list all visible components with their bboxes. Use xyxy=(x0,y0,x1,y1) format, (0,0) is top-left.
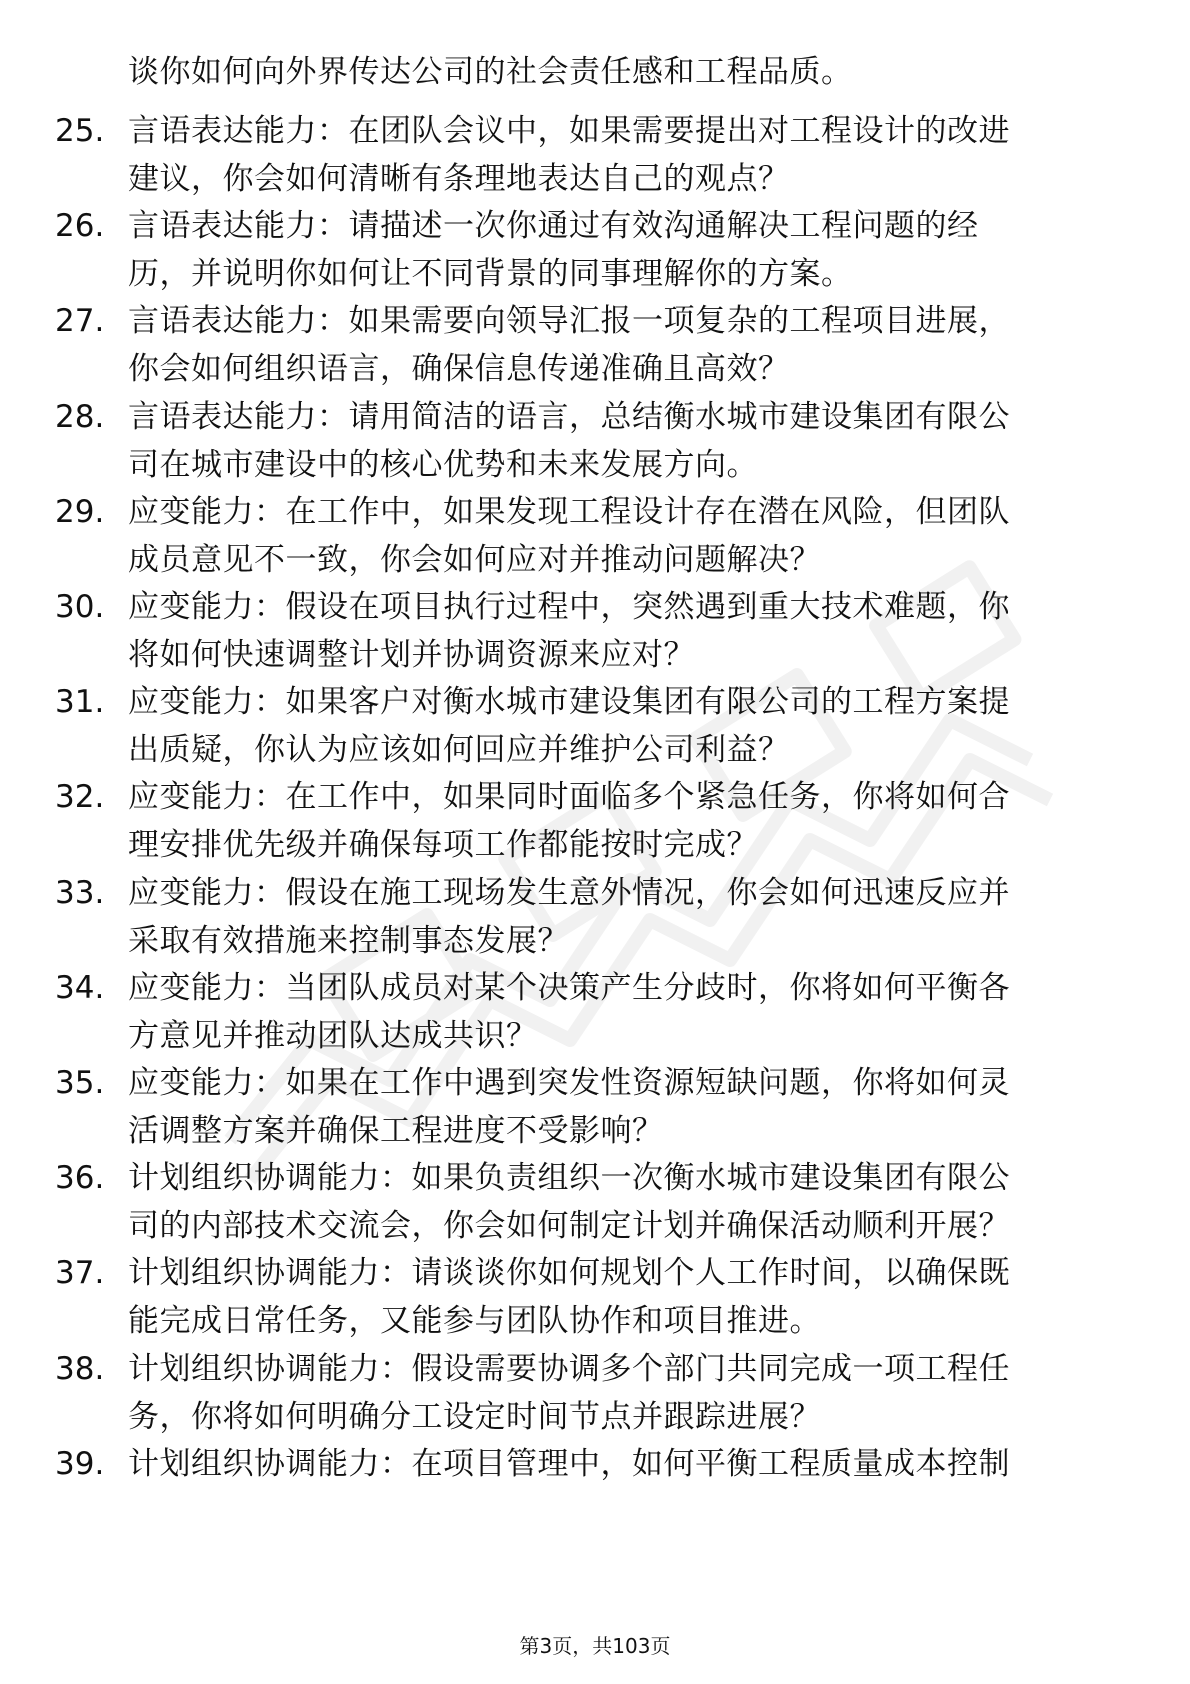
question-text-line: 将如何快速调整计划并协调资源来应对？ xyxy=(128,637,695,673)
question-text-line: 计划组织协调能力：请谈谈你如何规划个人工作时间，以确保既 xyxy=(128,1255,1010,1291)
question-text-line: 司的内部技术交流会，你会如何制定计划并确保活动顺利开展？ xyxy=(128,1208,1010,1244)
question-text-line: 应变能力：假设在施工现场发生意外情况，你会如何迅速反应并 xyxy=(128,875,1010,911)
question-number: 39. xyxy=(55,1446,105,1482)
question-text-line: 活调整方案并确保工程进度不受影响？ xyxy=(128,1113,664,1149)
question-text xyxy=(128,1345,1128,1441)
question-text-line: 应变能力：如果客户对衡水城市建设集团有限公司的工程方案提 xyxy=(128,684,1010,720)
question-number: 26. xyxy=(55,208,105,244)
question-text-line: 应变能力：在工作中，如果发现工程设计存在潜在风险，但团队 xyxy=(128,494,1010,530)
question-number: 34. xyxy=(55,970,105,1006)
question-text xyxy=(128,1440,1128,1488)
question-number: 32. xyxy=(55,779,105,815)
question-text-line: 言语表达能力：请描述一次你通过有效沟通解决工程问题的经 xyxy=(128,208,979,244)
question-text-line: 务，你将如何明确分工设定时间节点并跟踪进展？ xyxy=(128,1399,821,1435)
question-text-line: 计划组织协调能力：如果负责组织一次衡水城市建设集团有限公 xyxy=(128,1160,1010,1196)
question-number: 35. xyxy=(55,1065,105,1101)
question-text xyxy=(128,869,1128,965)
question-text-line: 出质疑，你认为应该如何回应并维护公司利益？ xyxy=(128,732,790,768)
page-footer: 第3页，共103页 xyxy=(519,1634,671,1658)
question-number: 33. xyxy=(55,875,105,911)
question-number: 27. xyxy=(55,303,105,339)
question-text-line: 成员意见不一致，你会如何应对并推动问题解决？ xyxy=(128,542,821,578)
question-text-line: 历，并说明你如何让不同背景的同事理解你的方案。 xyxy=(128,256,853,292)
question-number: 30. xyxy=(55,589,105,625)
question-number: 31. xyxy=(55,684,105,720)
question-number: 28. xyxy=(55,399,105,435)
question-text xyxy=(128,1249,1128,1345)
question-text-line: 应变能力：在工作中，如果同时面临多个紧急任务，你将如何合 xyxy=(128,779,1010,815)
question-text-line: 能完成日常任务，又能参与团队协作和项目推进。 xyxy=(128,1303,821,1339)
question-text-line: 言语表达能力：如果需要向领导汇报一项复杂的工程项目进展， xyxy=(128,303,1010,339)
question-text-line: 计划组织协调能力：在项目管理中，如何平衡工程质量成本控制 xyxy=(128,1446,1010,1482)
question-text xyxy=(128,297,1128,393)
question-text-line: 应变能力：当团队成员对某个决策产生分歧时，你将如何平衡各 xyxy=(128,970,1010,1006)
question-text-line: 方意见并推动团队达成共识？ xyxy=(128,1018,538,1054)
question-number: 37. xyxy=(55,1255,105,1291)
question-text xyxy=(128,107,1128,203)
question-number: 29. xyxy=(55,494,105,530)
question-text xyxy=(128,393,1128,489)
question-text xyxy=(128,1059,1128,1155)
question-text-line: 建议，你会如何清晰有条理地表达自己的观点？ xyxy=(128,161,790,197)
question-text-line: 司在城市建设中的核心优势和未来发展方向。 xyxy=(128,447,758,483)
question-text-line: 言语表达能力：请用简洁的语言，总结衡水城市建设集团有限公 xyxy=(128,399,1010,435)
question-text-line: 言语表达能力：在团队会议中，如果需要提出对工程设计的改进 xyxy=(128,113,1010,149)
question-text xyxy=(128,1154,1128,1250)
question-text-line: 应变能力：假设在项目执行过程中，突然遇到重大技术难题，你 xyxy=(128,589,1010,625)
question-number: 36. xyxy=(55,1160,105,1196)
question-text xyxy=(128,202,1128,298)
question-text-line: 理安排优先级并确保每项工作都能按时完成？ xyxy=(128,827,758,863)
question-text-line: 采取有效措施来控制事态发展？ xyxy=(128,923,569,959)
continued-question-text: 谈你如何向外界传达公司的社会责任感和工程品质。 xyxy=(128,54,853,90)
question-text xyxy=(128,773,1128,869)
question-text xyxy=(128,488,1128,584)
question-text xyxy=(128,964,1128,1060)
question-text-line: 你会如何组织语言，确保信息传递准确且高效？ xyxy=(128,351,790,387)
question-number: 25. xyxy=(55,113,105,149)
question-text xyxy=(128,678,1128,774)
question-number: 38. xyxy=(55,1351,105,1387)
question-text-line: 计划组织协调能力：假设需要协调多个部门共同完成一项工程任 xyxy=(128,1351,1010,1387)
question-text xyxy=(128,583,1128,679)
question-text-line: 应变能力：如果在工作中遇到突发性资源短缺问题，你将如何灵 xyxy=(128,1065,1010,1101)
